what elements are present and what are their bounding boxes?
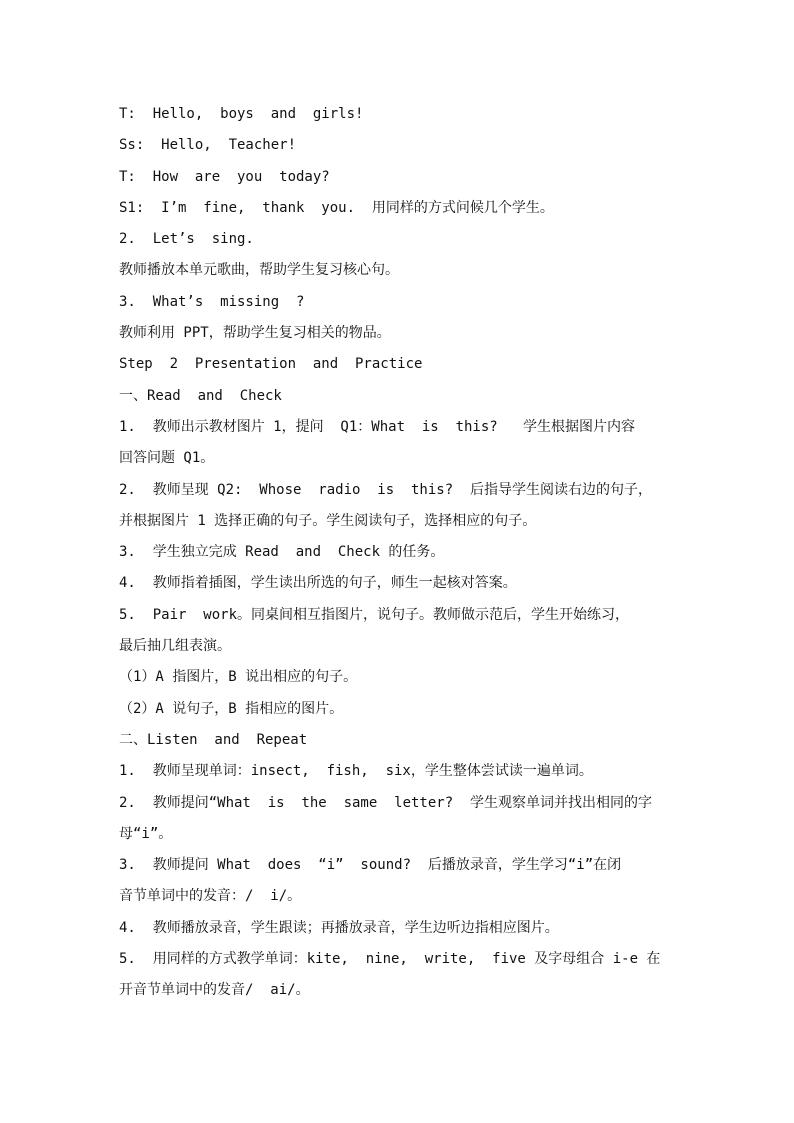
text-line: 回答问题 Q1。 <box>119 450 215 467</box>
section-heading: 一、Read and Check <box>119 387 282 404</box>
section-heading: 二、Listen and Repeat <box>119 731 308 748</box>
text-line: （2）A 说句子，B 指相应的图片。 <box>119 700 344 717</box>
text-line: 母“i”。 <box>119 825 173 842</box>
text-line: 3. What’s missing ? <box>119 293 305 310</box>
text-line: 最后抽几组表演。 <box>119 638 231 655</box>
text-line: 2. 教师提问“What is the same letter? 学生观察单词并找出相同的字 <box>119 794 653 811</box>
text-line: 并根据图片 1 选择正确的句子。学生阅读句子，选择相应的句子。 <box>119 512 537 529</box>
text-line: 5. 用同样的方式教学单词：kite, nine, write, five 及字母组合 i-e 在 <box>119 951 661 968</box>
text-line: 4. 教师播放录音，学生跟读；再播放录音，学生边听边指相应图片。 <box>119 919 559 936</box>
text-line: 3. 学生独立完成 Read and Check 的任务。 <box>119 544 445 561</box>
text-line: 2. Let’s sing. <box>119 231 254 248</box>
section-heading: Step 2 Presentation and Practice <box>119 356 423 373</box>
text-line: 1. 教师呈现单词：insect, fish, six，学生整体尝试读一遍单词。 <box>119 763 593 780</box>
text-line: 教师利用 PPT，帮助学生复习相关的物品。 <box>119 325 391 342</box>
text-line: T: How are you today? <box>119 168 330 185</box>
text-line: （1）A 指图片，B 说出相应的句子。 <box>119 669 358 686</box>
text-line: 开音节单词中的发音/ ai/。 <box>119 982 310 999</box>
document-body <box>119 99 679 1007</box>
text-line: 4. 教师指着插图，学生读出所选的句子，师生一起核对答案。 <box>119 575 517 592</box>
text-line: Ss: Hello, Teacher! <box>119 137 297 154</box>
text-line: 3. 教师提问 What does “i” sound? 后播放录音，学生学习“i”在闭 <box>119 857 622 874</box>
text-line: 教师播放本单元歌曲，帮助学生复习核心句。 <box>119 262 399 279</box>
text-line: 2. 教师呈现 Q2: Whose radio is this? 后指导学生阅读右边的句子， <box>119 481 653 498</box>
text-line: T: Hello, boys and girls! <box>119 106 364 122</box>
text-line: 1. 教师出示教材图片 1，提问 Q1：What is this? 学生根据图片内容 <box>119 418 636 435</box>
text-line: 音节单词中的发音：/ i/。 <box>119 888 302 905</box>
text-line: S1: I’m fine, thank you. 用同样的方式问候几个学生。 <box>119 199 554 216</box>
text-line: 5. Pair work。同桌间相互指图片，说句子。教师做示范后，学生开始练习， <box>119 606 630 623</box>
